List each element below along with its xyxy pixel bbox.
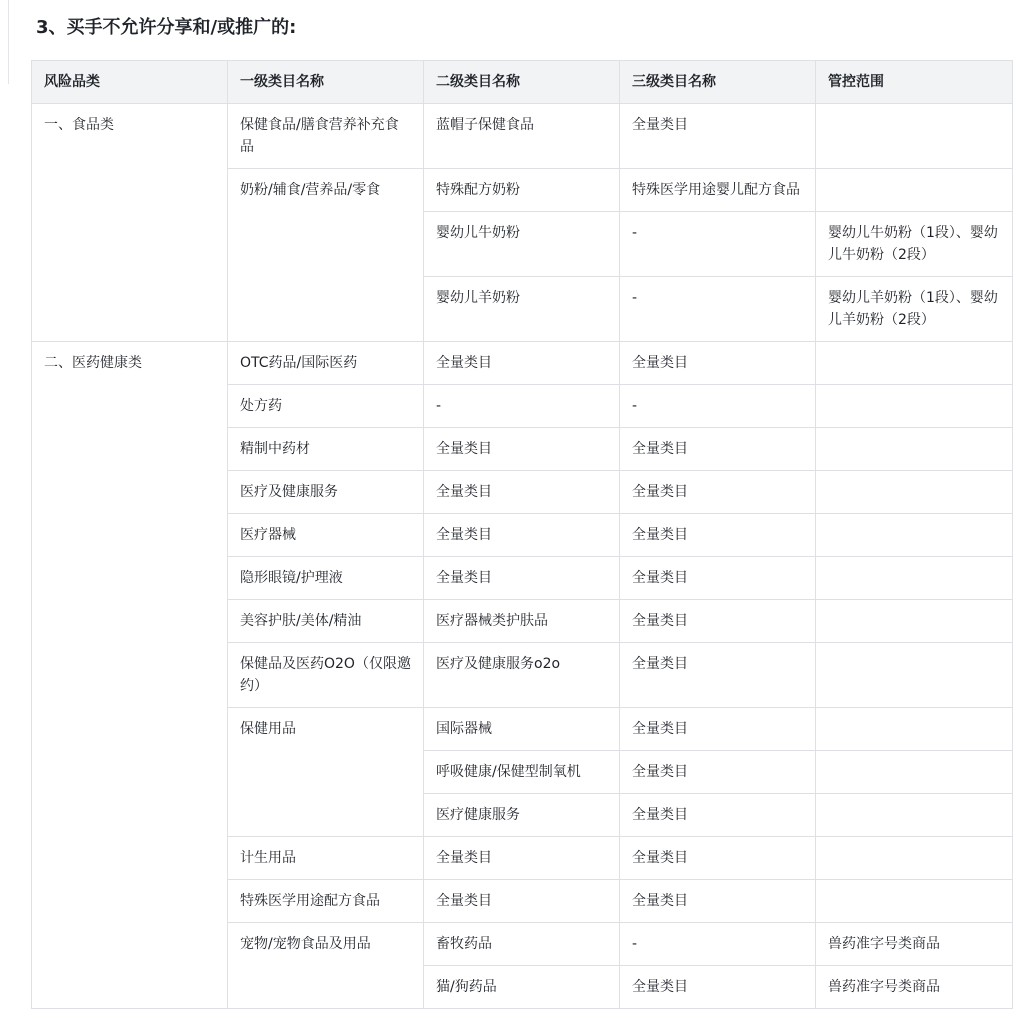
level1-name-cell: 特殊医学用途配方食品 <box>228 880 424 923</box>
table-header-row <box>32 61 1013 104</box>
level3-name-cell: 全量类目 <box>620 966 816 1009</box>
control-scope-cell <box>816 751 1013 794</box>
level1-name-cell: 计生用品 <box>228 837 424 880</box>
level2-name-cell: 全量类目 <box>424 428 620 471</box>
level3-name-cell: 全量类目 <box>620 600 816 643</box>
level2-name-cell: 国际器械 <box>424 708 620 751</box>
level1-name-cell: 宠物/宠物食品及用品 <box>228 923 424 1009</box>
level2-name-cell: 婴幼儿牛奶粉 <box>424 212 620 277</box>
level1-name-cell: 保健品及医药O2O（仅限邀约） <box>228 643 424 708</box>
level2-name-cell: 全量类目 <box>424 514 620 557</box>
control-scope-cell <box>816 643 1013 708</box>
level3-name-cell: 全量类目 <box>620 880 816 923</box>
level3-name-cell: 全量类目 <box>620 342 816 385</box>
restricted-category-table <box>31 60 1013 1009</box>
header-level1-name: 一级类目名称 <box>228 61 424 104</box>
level3-name-cell: 特殊医学用途婴儿配方食品 <box>620 169 816 212</box>
control-scope-cell <box>816 169 1013 212</box>
level2-name-cell: 呼吸健康/保健型制氧机 <box>424 751 620 794</box>
header-level3-name: 三级类目名称 <box>620 61 816 104</box>
level2-name-cell: 医疗健康服务 <box>424 794 620 837</box>
level1-name-cell: 奶粉/辅食/营养品/零食 <box>228 169 424 342</box>
control-scope-cell <box>816 104 1013 169</box>
level2-name-cell: 全量类目 <box>424 471 620 514</box>
level2-name-cell: 全量类目 <box>424 880 620 923</box>
level2-name-cell: 医疗器械类护肤品 <box>424 600 620 643</box>
control-scope-cell: 婴幼儿羊奶粉（1段）、婴幼儿羊奶粉（2段） <box>816 277 1013 342</box>
level2-name-cell: 婴幼儿羊奶粉 <box>424 277 620 342</box>
level1-name-cell: 精制中药材 <box>228 428 424 471</box>
control-scope-cell <box>816 708 1013 751</box>
level1-name-cell: 处方药 <box>228 385 424 428</box>
level1-name-cell: 保健食品/膳食营养补充食品 <box>228 104 424 169</box>
level2-name-cell: 医疗及健康服务o2o <box>424 643 620 708</box>
table-body <box>32 104 1013 1009</box>
level3-name-cell: - <box>620 277 816 342</box>
level2-name-cell: 特殊配方奶粉 <box>424 169 620 212</box>
level2-name-cell: 全量类目 <box>424 557 620 600</box>
risk-category-cell: 二、医药健康类 <box>32 342 228 1009</box>
level3-name-cell: 全量类目 <box>620 471 816 514</box>
level3-name-cell: - <box>620 212 816 277</box>
level3-name-cell: 全量类目 <box>620 104 816 169</box>
level1-name-cell: 医疗及健康服务 <box>228 471 424 514</box>
control-scope-cell: 兽药准字号类商品 <box>816 923 1013 966</box>
level3-name-cell: - <box>620 923 816 966</box>
section-heading: 3、买手不允许分享和/或推广的: <box>36 17 297 38</box>
level2-name-cell: 猫/狗药品 <box>424 966 620 1009</box>
level3-name-cell: 全量类目 <box>620 557 816 600</box>
control-scope-cell <box>816 880 1013 923</box>
left-border <box>8 0 9 84</box>
level3-name-cell: - <box>620 385 816 428</box>
control-scope-cell <box>816 385 1013 428</box>
level3-name-cell: 全量类目 <box>620 708 816 751</box>
level1-name-cell: OTC药品/国际医药 <box>228 342 424 385</box>
header-control-scope: 管控范围 <box>816 61 1013 104</box>
header-risk-category: 风险品类 <box>32 61 228 104</box>
risk-category-cell: 一、食品类 <box>32 104 228 342</box>
level1-name-cell: 美容护肤/美体/精油 <box>228 600 424 643</box>
control-scope-cell <box>816 557 1013 600</box>
level3-name-cell: 全量类目 <box>620 428 816 471</box>
level3-name-cell: 全量类目 <box>620 514 816 557</box>
level3-name-cell: 全量类目 <box>620 837 816 880</box>
control-scope-cell <box>816 794 1013 837</box>
control-scope-cell: 婴幼儿牛奶粉（1段）、婴幼儿牛奶粉（2段） <box>816 212 1013 277</box>
control-scope-cell <box>816 342 1013 385</box>
level3-name-cell: 全量类目 <box>620 751 816 794</box>
control-scope-cell <box>816 837 1013 880</box>
control-scope-cell <box>816 514 1013 557</box>
level1-name-cell: 医疗器械 <box>228 514 424 557</box>
level2-name-cell: 全量类目 <box>424 342 620 385</box>
control-scope-cell <box>816 600 1013 643</box>
level1-name-cell: 保健用品 <box>228 708 424 837</box>
level1-name-cell: 隐形眼镜/护理液 <box>228 557 424 600</box>
control-scope-cell <box>816 471 1013 514</box>
level3-name-cell: 全量类目 <box>620 794 816 837</box>
table-row <box>32 342 1013 385</box>
header-level2-name: 二级类目名称 <box>424 61 620 104</box>
level2-name-cell: 蓝帽子保健食品 <box>424 104 620 169</box>
level2-name-cell: 全量类目 <box>424 837 620 880</box>
level2-name-cell: 畜牧药品 <box>424 923 620 966</box>
control-scope-cell <box>816 428 1013 471</box>
level3-name-cell: 全量类目 <box>620 643 816 708</box>
table-row <box>32 104 1013 169</box>
control-scope-cell: 兽药准字号类商品 <box>816 966 1013 1009</box>
level2-name-cell: - <box>424 385 620 428</box>
